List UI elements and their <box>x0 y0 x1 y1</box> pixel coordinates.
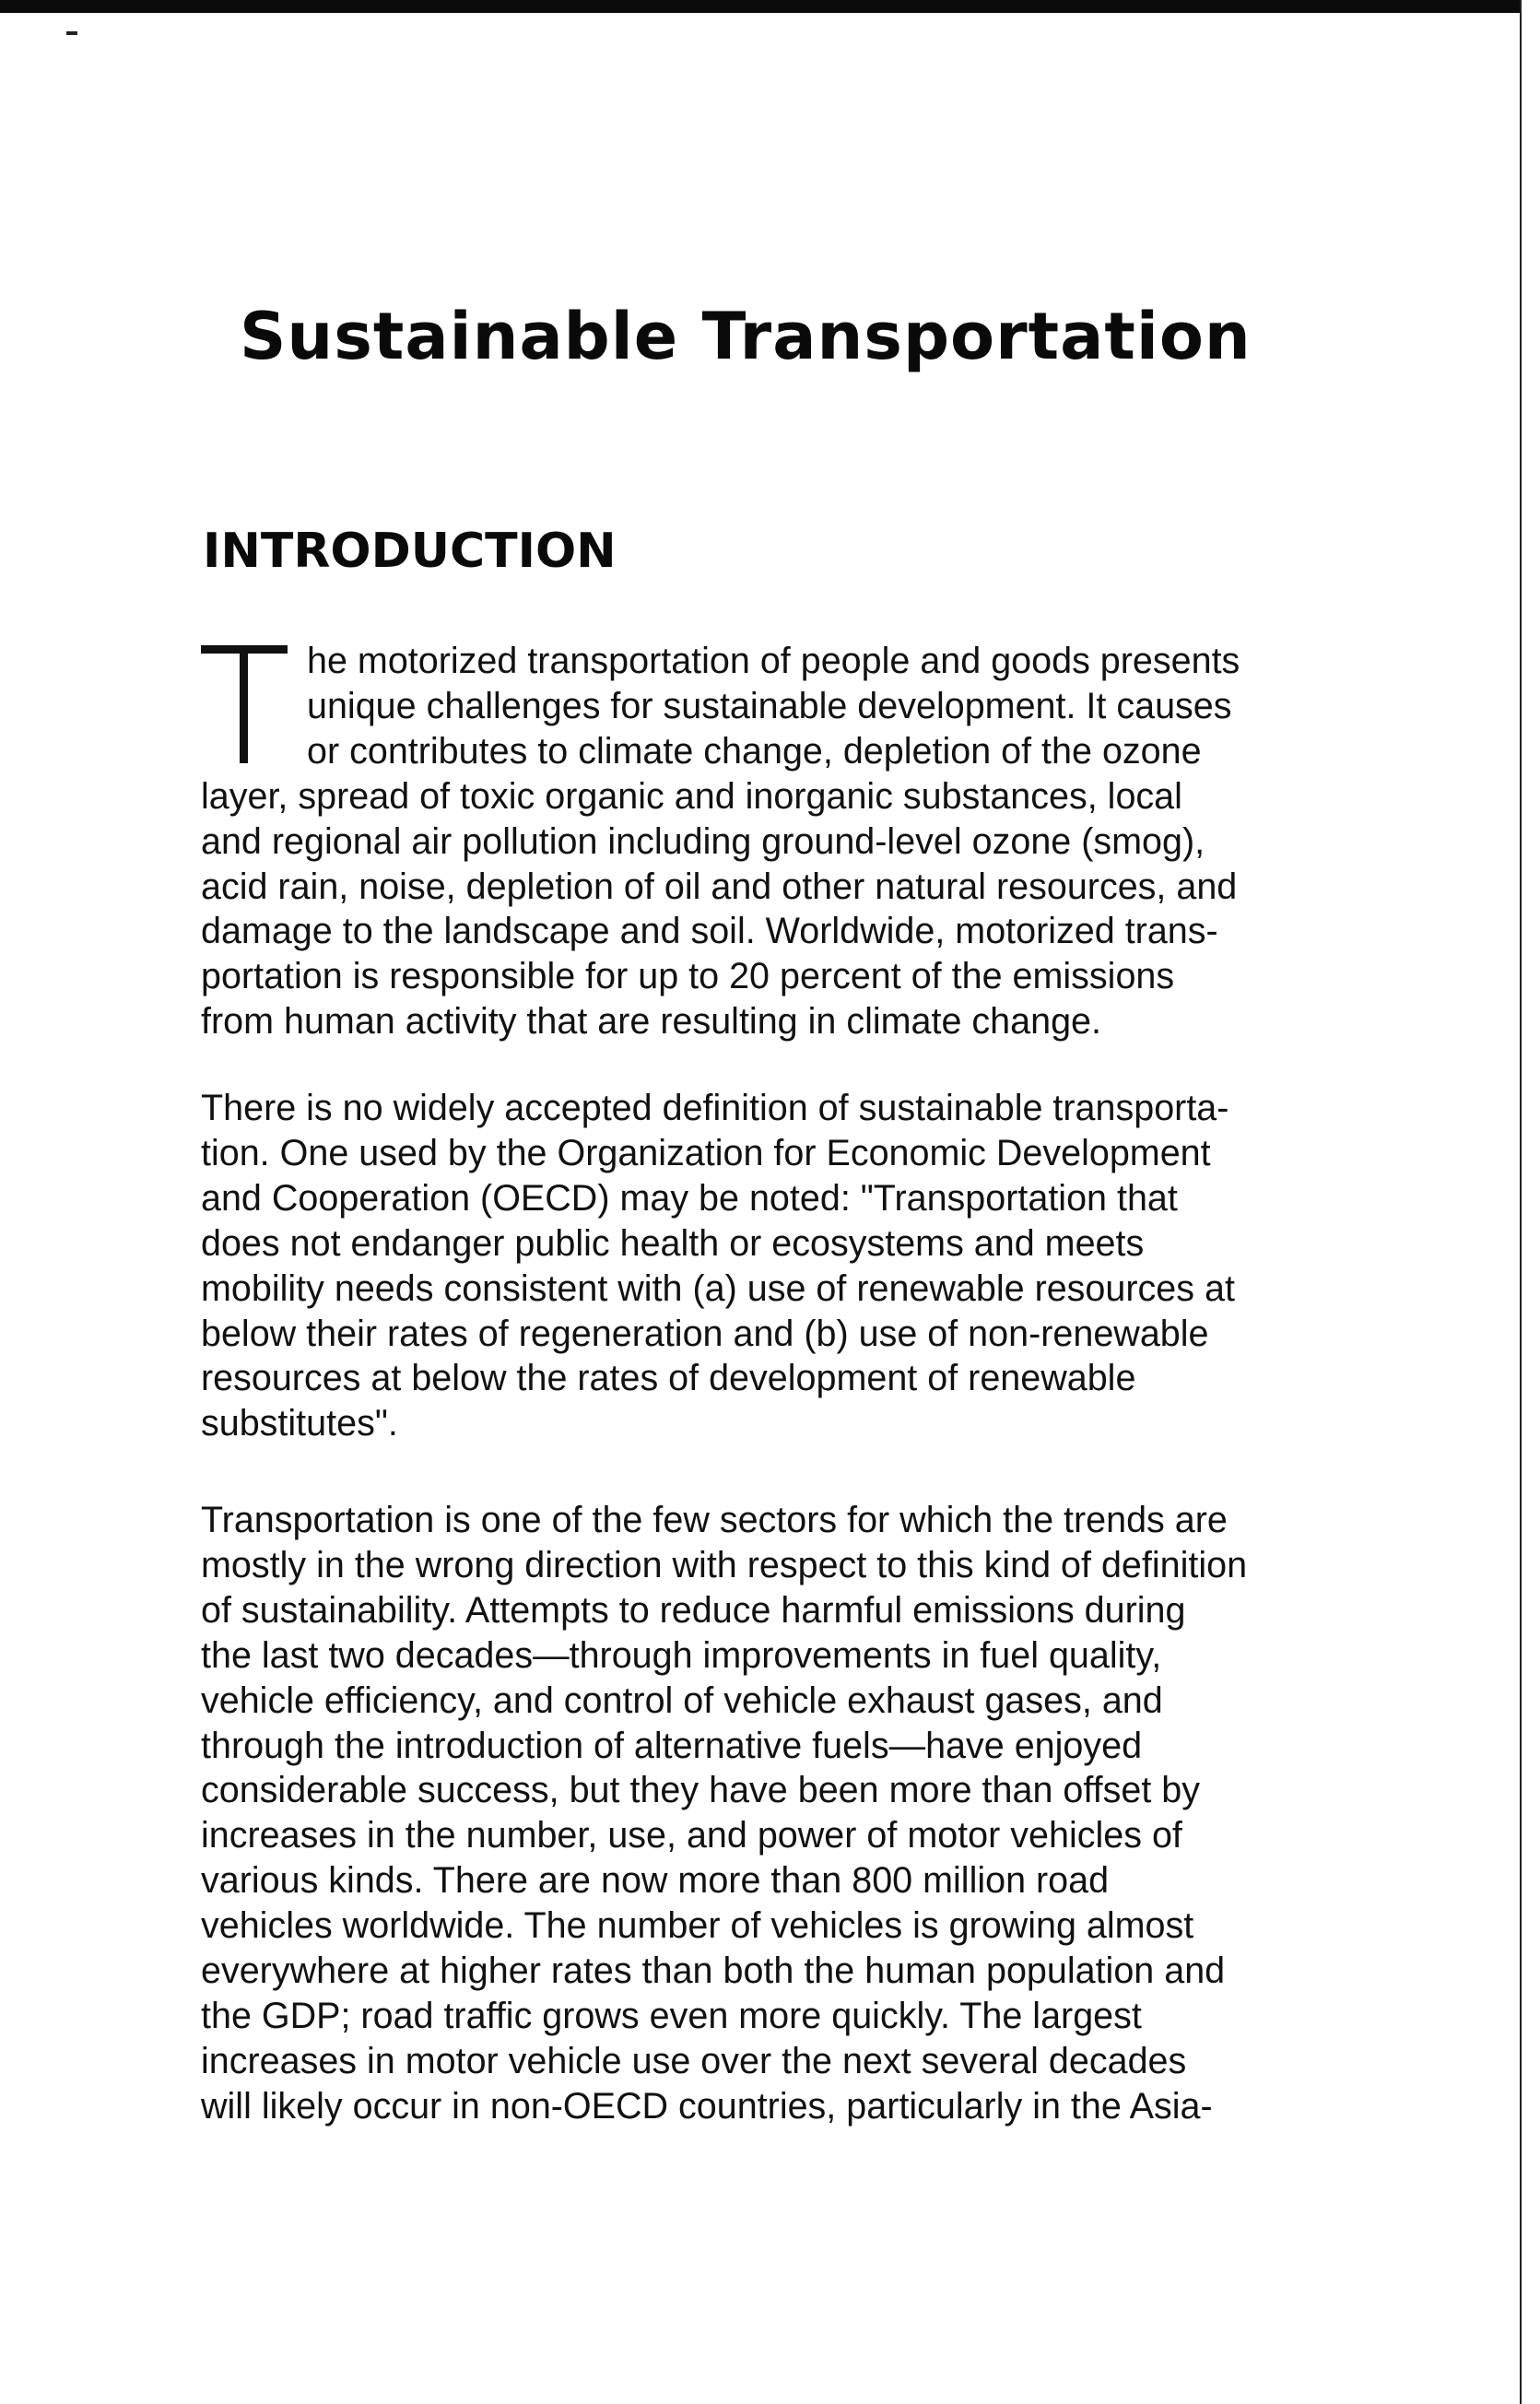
paragraph-line: various kinds. There are now more than 800 million road <box>201 1860 1110 1902</box>
paragraph-line: damage to the landscape and soil. Worldwide, motorized trans- <box>201 911 1218 952</box>
paragraph-line: and regional air pollution including ground-level ozone (smog), <box>201 820 1205 862</box>
page-title: Sustainable Transportation <box>240 299 1252 374</box>
section-heading: INTRODUCTION <box>203 524 617 579</box>
paragraph-line: resources at below the rates of development of renewable <box>201 1358 1136 1399</box>
paragraph-line: vehicle efficiency, and control of vehicle exhaust gases, and <box>201 1679 1163 1721</box>
paragraph-line: mostly in the wrong direction with respect to this kind of definition <box>201 1544 1248 1585</box>
scan-edge-top <box>0 0 1540 13</box>
paragraph-line: portation is responsible for up to 20 percent of the emissions <box>201 956 1175 997</box>
paragraph-line: or contributes to climate change, depletion of the ozone <box>307 730 1202 772</box>
paragraph-line: he motorized transportation of people and goods presents <box>307 641 1240 681</box>
paragraph-line: below their rates of regeneration and (b) use of non-renewable <box>201 1313 1209 1354</box>
paragraph-line: will likely occur in non-OECD countries, particularly in the Asia- <box>201 2085 1213 2127</box>
paragraph-line: layer, spread of toxic organic and inorganic substances, local <box>201 775 1182 817</box>
paragraph-line: from human activity that are resulting in climate change. <box>201 1001 1101 1043</box>
paragraph-line: of sustainability. Attempts to reduce harmful emissions during <box>201 1589 1186 1631</box>
paragraph-line: Transportation is one of the few sectors for which the trends are <box>201 1500 1228 1540</box>
paragraph-line: increases in motor vehicle use over the next several decades <box>201 2040 1187 2081</box>
paragraph-line: through the introduction of alternative fuels—have enjoyed <box>201 1725 1143 1766</box>
paragraph-1 <box>201 639 1353 1044</box>
paragraph-line: substitutes". <box>201 1403 398 1444</box>
paragraph-line: mobility needs consistent with (a) use of renewable resources at <box>201 1267 1235 1309</box>
paragraph-line: increases in the number, use, and power of motor vehicles of <box>201 1815 1182 1856</box>
scan-mark <box>66 31 77 35</box>
scan-edge-right <box>1520 0 1540 2404</box>
paragraph-line: acid rain, noise, depletion of oil and other natural resources, and <box>201 866 1238 907</box>
paragraph-line: does not endanger public health or ecosystems and meets <box>201 1222 1145 1264</box>
paragraph-line: vehicles worldwide. The number of vehicles is growing almost <box>201 1905 1194 1947</box>
paragraph-line: unique challenges for sustainable development. It causes <box>307 685 1232 726</box>
paragraph-line: tion. One used by the Organization for Economic Development <box>201 1132 1211 1173</box>
paragraph-line: There is no widely accepted definition of sustainable transporta- <box>201 1088 1229 1128</box>
paragraph-line: everywhere at higher rates than both the human population and <box>201 1950 1226 1992</box>
paragraph-line: and Cooperation (OECD) may be noted: "Transportation that <box>201 1177 1178 1219</box>
paragraph-3 <box>201 1498 1353 2129</box>
paragraph-line: considerable success, but they have been more than offset by <box>201 1770 1200 1811</box>
paragraph-line: the GDP; road traffic grows even more quickly. The largest <box>201 1995 1142 2036</box>
paragraph-line: the last two decades—through improvements in fuel quality, <box>201 1634 1162 1676</box>
paragraph-2 <box>201 1086 1353 1446</box>
